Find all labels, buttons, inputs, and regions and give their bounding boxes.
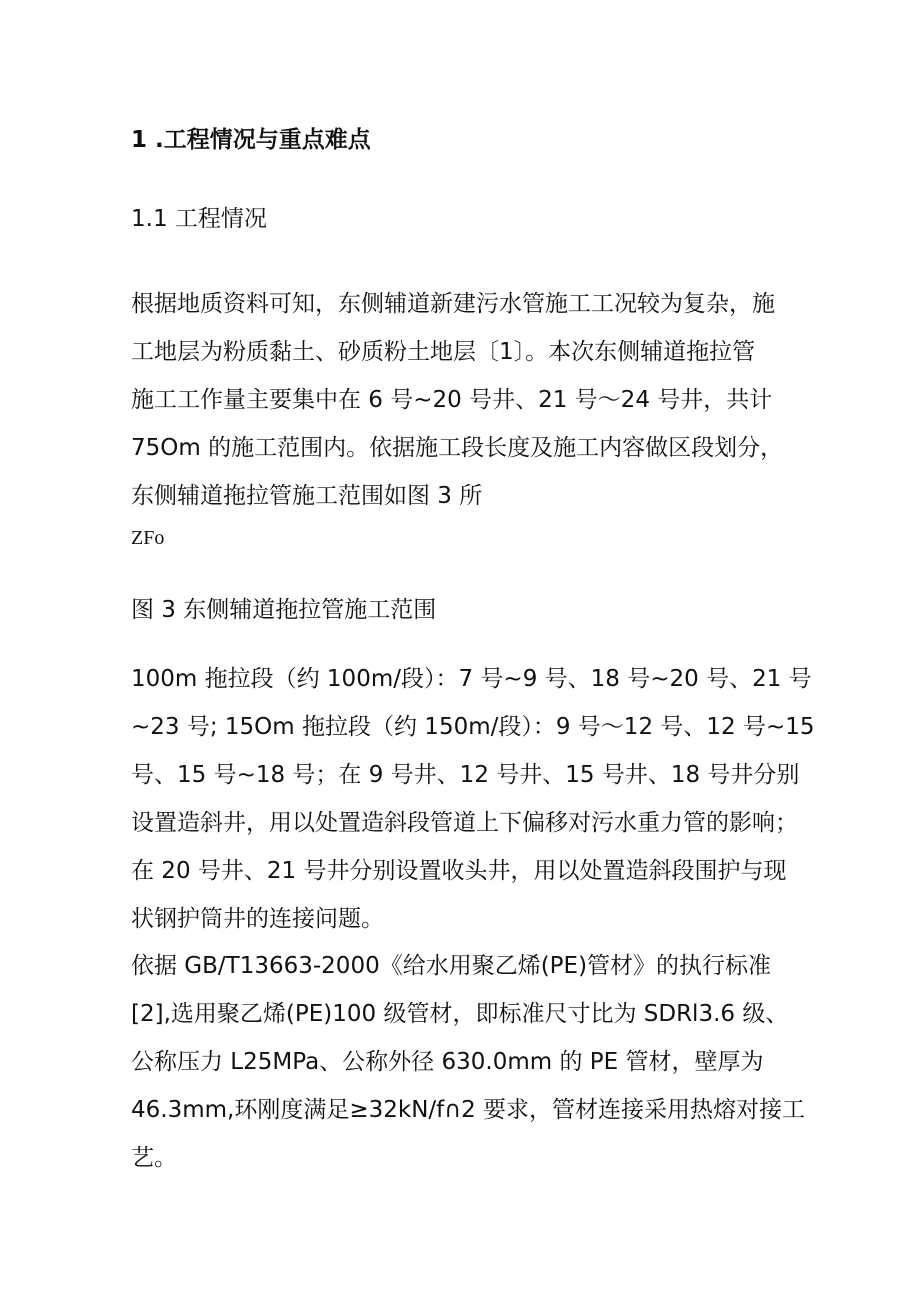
paragraph-project-overview bbox=[131, 280, 783, 520]
paragraph-segments bbox=[131, 655, 815, 943]
text-line: 根据地质资料可知，东侧辅道新建污水管施工工况较为复杂，施 bbox=[131, 291, 775, 317]
text-line: 状钢护筒井的连接问题。 bbox=[131, 906, 384, 932]
subsection-heading: 1.1 工程情况 bbox=[131, 206, 267, 232]
figure-placeholder-text: ZFo bbox=[131, 527, 165, 549]
section-heading: 1 .工程情况与重点难点 bbox=[131, 127, 371, 153]
text-line: 设置造斜井，用以处置造斜段管道上下偏移对污水重力管的影响； bbox=[131, 810, 798, 836]
text-line: [2],选用聚乙烯(PE)100 级管材，即标准尺寸比为 SDRl3.6 级、 bbox=[131, 1001, 789, 1027]
figure-caption: 图 3 东侧辅道拖拉管施工范围 bbox=[131, 597, 437, 623]
paragraph-pipe-material bbox=[131, 942, 805, 1182]
text-line: 艺。 bbox=[131, 1145, 177, 1171]
text-line: 75Om 的施工范围内。依据施工段长度及施工内容做区段划分， bbox=[131, 435, 784, 461]
text-line: 东侧辅道拖拉管施工范围如图 3 所 bbox=[131, 483, 483, 509]
text-line: 依据 GB/T13663-2000《给水用聚乙烯(PE)管材》的执行标准 bbox=[131, 953, 772, 979]
text-line: 100m 拖拉段（约 100m/段）：7 号~9 号、18 号~20 号、21 号 bbox=[131, 666, 812, 692]
text-line: 工地层为粉质黏土、砂质粉土地层〔1〕。本次东侧辅道拖拉管 bbox=[131, 339, 756, 365]
text-line: 公称压力 L25MPa、公称外径 630.0mm 的 PE 管材，壁厚为 bbox=[131, 1049, 764, 1075]
text-line: 施工工作量主要集中在 6 号~20 号井、21 号〜24 号井，共计 bbox=[131, 387, 773, 413]
text-line: 在 20 号井、21 号井分别设置收头井，用以处置造斜段围护与现 bbox=[131, 858, 787, 884]
text-line: ~23 号; 15Om 拖拉段（约 150m/段）：9 号〜12 号、12 号~15 bbox=[131, 714, 815, 740]
text-line: 46.3mm,环刚度满足≥32kN∕f∩2 要求，管材连接采用热熔对接工 bbox=[131, 1097, 806, 1123]
text-line: 号、15 号~18 号；在 9 号井、12 号井、15 号井、18 号井分别 bbox=[131, 762, 800, 788]
